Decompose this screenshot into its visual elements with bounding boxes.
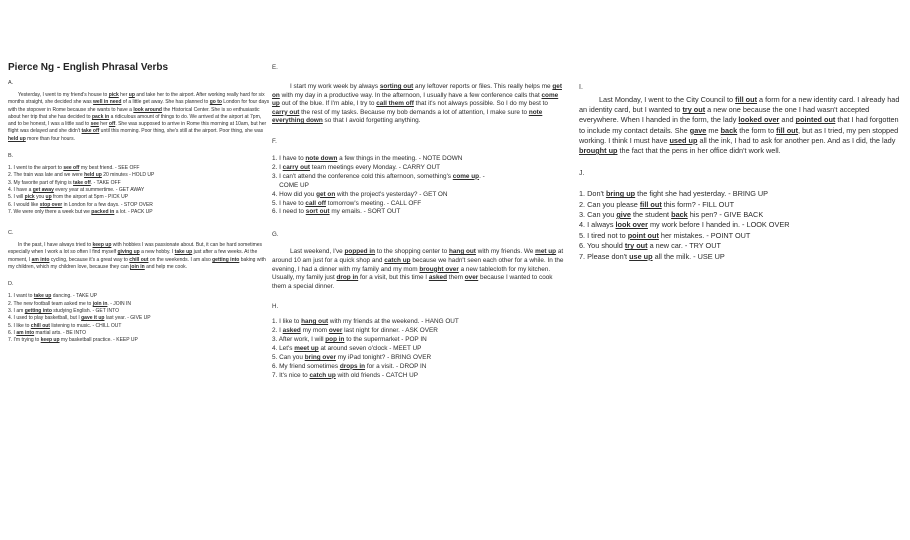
list-item: 4. Let's meet up at around seven o'clock - MEET UP xyxy=(272,345,422,352)
list-item: 6. My friend sometimes drops in for a visit. - DROP IN xyxy=(272,362,427,370)
list-item: 3. After work, I will pop in to the supermarket - POP IN xyxy=(272,336,427,344)
section-g-paragraph: Last weekend, I've popped in to the shopping center to hang out with my friends. We met up at around 10 am just for a quick shop and catch up because we hadn't seen each other for a while. In the evening, I had a dinner with my family and my mom brought over a new tablecloth for my kitchen. Usually, my family just drop in for a visit, but this time I asked them over because I wanted to cook them a special dinner. xyxy=(272,248,564,290)
list-item: 5. Can you bring over my iPad tonight? - BRING OVER xyxy=(272,353,432,361)
list-item: 1. Don't bring up the fight she had yesterday. - BRING UP xyxy=(579,189,769,199)
list-item: 1. I want to take up dancing. - TAKE UP xyxy=(8,293,98,300)
section-h-label: H. xyxy=(272,303,279,311)
list-item: 2. Can you please fill out this form? - FILL OUT xyxy=(579,199,735,209)
section-h-list xyxy=(272,318,564,380)
list-item: 1. I have to note down a few things in the meeting. - NOTE DOWN xyxy=(272,154,463,162)
section-j-label: J. xyxy=(579,170,585,178)
section-f-list xyxy=(272,155,564,217)
list-item: COME UP xyxy=(272,181,309,189)
list-item: 5. I like to chill out listening to music. - CHILL OUT xyxy=(8,322,122,329)
list-item: 2. I carry out team meetings every Monday. - CARRY OUT xyxy=(272,163,441,171)
list-item: 7. I'm trying to keep up my basketball practice. - KEEP UP xyxy=(8,337,138,344)
list-item: 3. I can't attend the conference cold this afternoon, something's come up. - xyxy=(272,172,485,180)
list-item: 5. I will pick you up from the airport at 5pm - PICK UP xyxy=(8,194,129,201)
section-b-label: B. xyxy=(8,153,14,160)
list-item: 2. The train was late and we were held up 20 minutes - HOLD UP xyxy=(8,172,155,179)
list-item: 7. Please don't use up all the milk. - USE UP xyxy=(579,251,725,261)
section-b-list xyxy=(8,165,270,216)
list-item: 5. I tired not to point out her mistakes. - POINT OUT xyxy=(579,230,751,240)
list-item: 4. How did you get on with the project's yesterday? - GET ON xyxy=(272,190,448,198)
list-item: 4. I always look over my work before I handed in. - LOOK OVER xyxy=(579,220,790,230)
list-item: 3. I am getting into studying English. - GET INTO xyxy=(8,307,119,314)
list-item: 5. I have to call off tomorrow's meeting. - CALL OFF xyxy=(272,199,422,207)
list-item: 2. I asked my mom over last night for dinner. - ASK OVER xyxy=(272,327,438,335)
section-j-list xyxy=(579,189,901,262)
section-a-label: A. xyxy=(8,80,14,86)
page-column-1 xyxy=(0,0,292,432)
section-c-paragraph: In the past, I have always tried to keep up with hobbies I was passionate about. But, it can be hard sometimes especially when I work a lot so often I find myself giving up a new hobby. I take up just after a few weeks. At the moment, I am into cycling, because it's a great way to chill out on the weekends. I am also getting into baking with my children, which my children love, because they can join in and help me cook. xyxy=(8,242,266,271)
section-f-label: F. xyxy=(272,137,277,145)
list-item: 4. I used to play basketball, but I gave it up last year. - GIVE UP xyxy=(8,315,151,322)
list-item: 6. I am into martial arts. - BE INTO xyxy=(8,329,86,336)
section-d-list xyxy=(8,293,270,344)
section-e-label: E. xyxy=(272,64,278,71)
list-item: 1. I like to hang out with my friends at the weekend. - HANG OUT xyxy=(272,318,459,326)
list-item: 1. I went to the airport to see off my best friend. - SEE OFF xyxy=(8,165,140,172)
section-g-label: G. xyxy=(272,231,279,239)
list-item: 3. Can you give the student back his pen? - GIVE BACK xyxy=(579,210,764,220)
list-item: 6. I would like stop over in London for a few days. - STOP OVER xyxy=(8,201,153,208)
section-i-paragraph: Last Monday, I went to the City Council to fill out a form for a new identity card. I already had an identity card, but I wanted to try out a new one because the one I had wasn't accepted everywhere. When I handed in the form, the lady looked over and pointed out that I had forgotten to include my contact details. She gave me back the form to fill out, but as I tried, my pen stopped working. I think I must have used up all the ink, I had to ask for another pen. And as I did, the lady brought up the fact that the pens in her office didn't work well. xyxy=(579,95,900,156)
list-item: 6. I need to sort out my emails. - SORT OUT xyxy=(272,208,401,216)
list-item: 2. The new football team asked me to join in. - JOIN IN xyxy=(8,300,132,307)
list-item: 6. You should try out a new car. - TRY OUT xyxy=(579,241,721,251)
section-e-paragraph: I start my work week by always sorting out any leftover reports or files. This really helps me get on with my day in a productive way. In the afternoon, I usually have a few conference calls that come up out of the blue. If I'm able, I try to call them off that it's not always possible. So I do my best to carry out the rest of my tasks. Because my bob demands a lot of attention, I make sure to note everything down so that I avoid forgetting anything. xyxy=(272,83,562,125)
section-i-label: I. xyxy=(579,84,583,91)
section-a-paragraph: Yesterday, I went to my friend's house to pick her up and take her to the airport. After working really hard for six months straight, she decided she was well in need of a little get away. She has planned to go to London for four days with the stopover in Rome because she wants to have a look around the Historical Center. She is so enthusiastic about her trip that she has decided to pack in a ridiculous amount of things to do. We arrived at the airport at 7pm, and to be honest, I was a little sad to see her off. She was supposed to arrive in Rome this morning at 10am, but her flight was delayed and she didn't take off until this morning. Poor thing, she's still at the airport. Poor thing, she was held up more than four hours. xyxy=(8,92,270,142)
section-c-label: C. xyxy=(8,230,14,237)
section-d-label: D. xyxy=(8,281,14,288)
page-title: Pierce Ng - English Phrasal Verbs xyxy=(8,62,169,73)
list-item: 7. We were only there a week but we packed in a lot. - PACK UP xyxy=(8,208,153,215)
list-item: 3. My favorite part of flying is take off. - TAKE OFF xyxy=(8,179,121,186)
list-item: 4. I have a get away every year at summertime. - GET AWAY xyxy=(8,186,145,193)
list-item: 7. It's nice to catch up with old friends - CATCH UP xyxy=(272,371,419,379)
